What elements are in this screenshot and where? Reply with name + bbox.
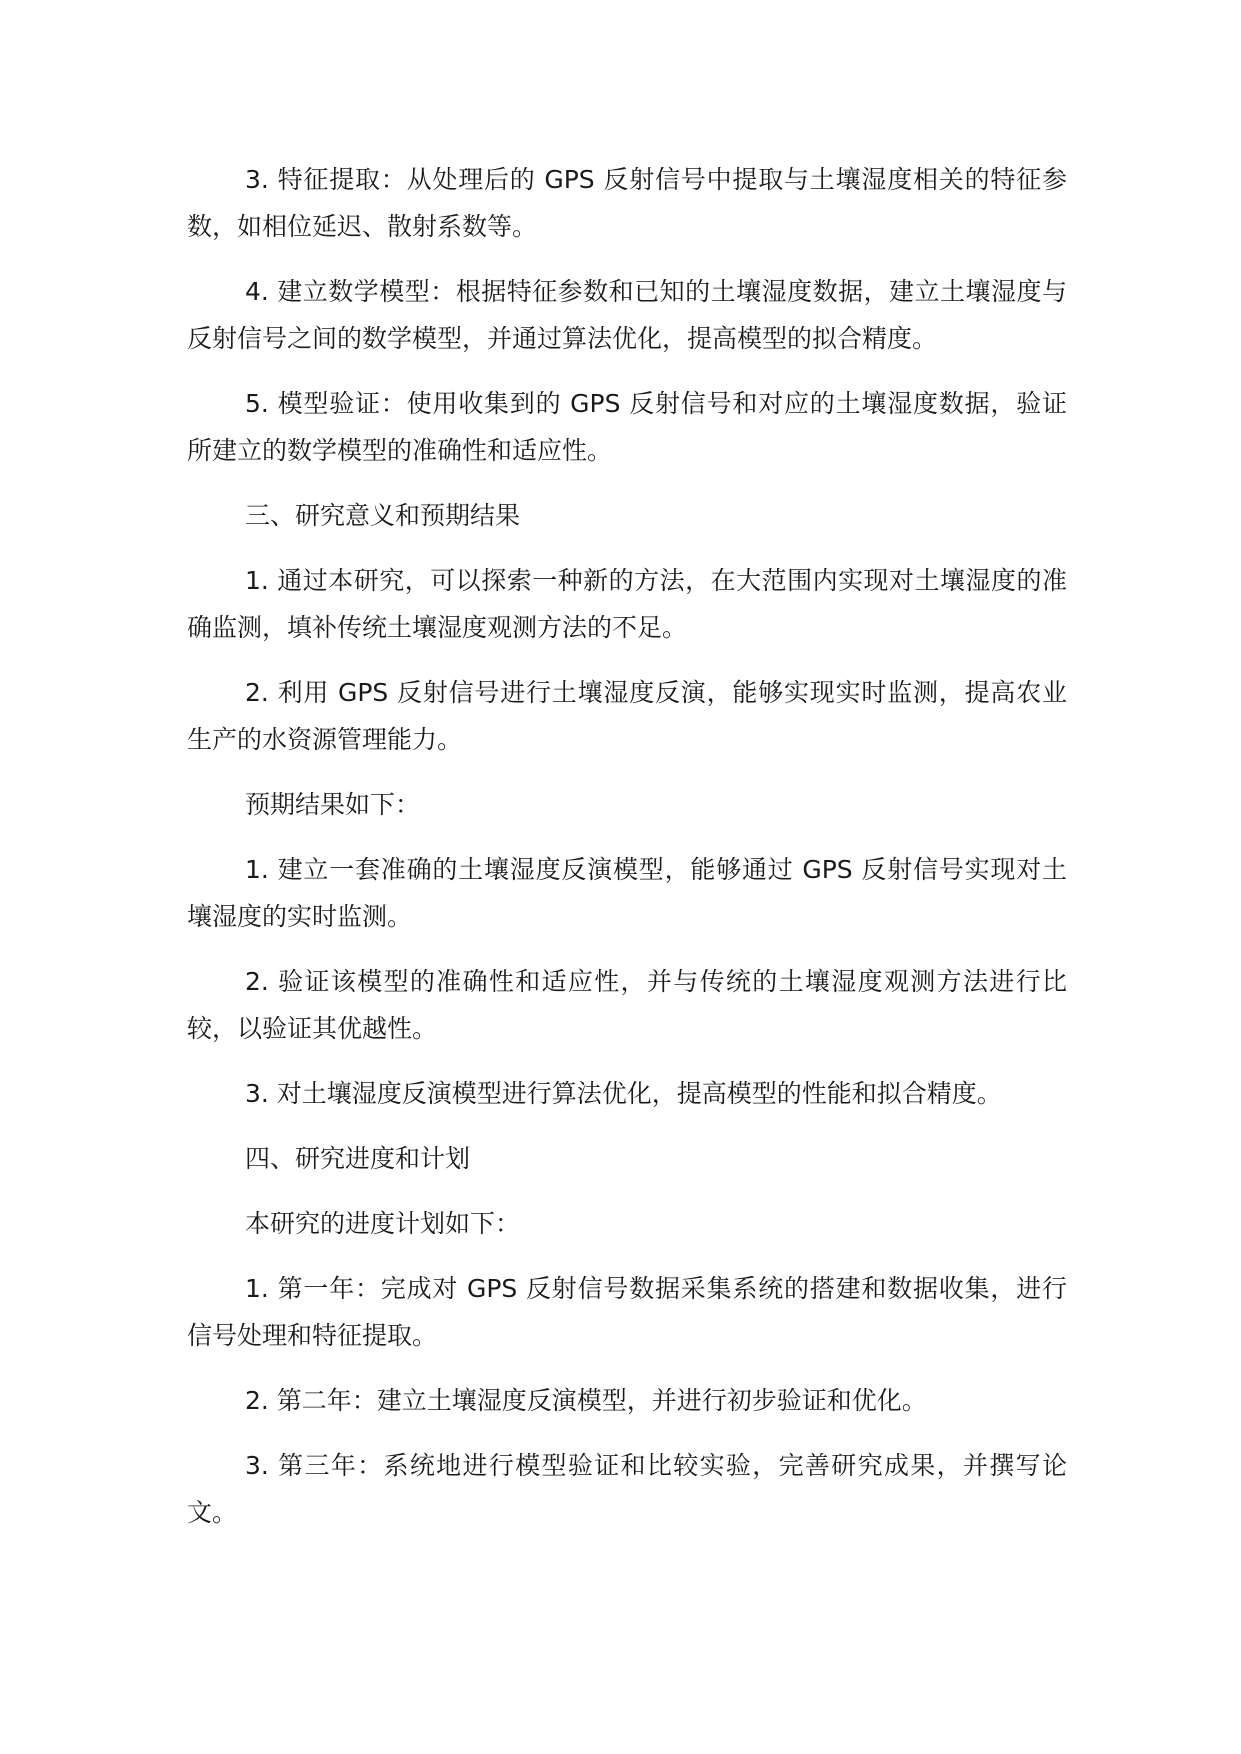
paragraph-schedule-year-3: 3. 第三年：系统地进行模型验证和比较实验，完善研究成果，并撰写论文。 bbox=[187, 1451, 1067, 1527]
section-heading-schedule: 四、研究进度和计划 bbox=[245, 1144, 471, 1173]
paragraph-schedule-year-1: 1. 第一年：完成对 GPS 反射信号数据采集系统的搭建和数据收集，进行信号处理和特征提取。 bbox=[187, 1274, 1067, 1350]
document-body bbox=[187, 156, 1067, 1554]
paragraph-schedule-year-2: 2. 第二年：建立土壤湿度反演模型，并进行初步验证和优化。 bbox=[245, 1386, 927, 1415]
paragraph-math-model: 4. 建立数学模型：根据特征参数和已知的土壤湿度数据，建立土壤湿度与反射信号之间的数学模型，并通过算法优化，提高模型的拟合精度。 bbox=[187, 277, 1067, 353]
paragraph-schedule-intro: 本研究的进度计划如下： bbox=[245, 1209, 521, 1238]
paragraph-expected-result-2: 2. 验证该模型的准确性和适应性，并与传统的土壤湿度观测方法进行比较，以验证其优越性。 bbox=[187, 967, 1067, 1043]
paragraph-significance-2: 2. 利用 GPS 反射信号进行土壤湿度反演，能够实现实时监测，提高农业生产的水资源管理能力。 bbox=[187, 678, 1067, 754]
paragraph-significance-1: 1. 通过本研究，可以探索一种新的方法，在大范围内实现对土壤湿度的准确监测，填补传统土壤湿度观测方法的不足。 bbox=[187, 566, 1067, 642]
section-heading-significance: 三、研究意义和预期结果 bbox=[245, 501, 521, 530]
paragraph-expected-result-1: 1. 建立一套准确的土壤湿度反演模型，能够通过 GPS 反射信号实现对土壤湿度的实时监测。 bbox=[187, 855, 1067, 931]
paragraph-model-validation: 5. 模型验证：使用收集到的 GPS 反射信号和对应的土壤湿度数据，验证所建立的数学模型的准确性和适应性。 bbox=[187, 389, 1067, 465]
paragraph-expected-results-intro: 预期结果如下： bbox=[245, 790, 421, 819]
paragraph-expected-result-3: 3. 对土壤湿度反演模型进行算法优化，提高模型的性能和拟合精度。 bbox=[245, 1079, 1002, 1108]
paragraph-feature-extraction: 3. 特征提取：从处理后的 GPS 反射信号中提取与土壤湿度相关的特征参数，如相位延迟、散射系数等。 bbox=[187, 165, 1067, 241]
